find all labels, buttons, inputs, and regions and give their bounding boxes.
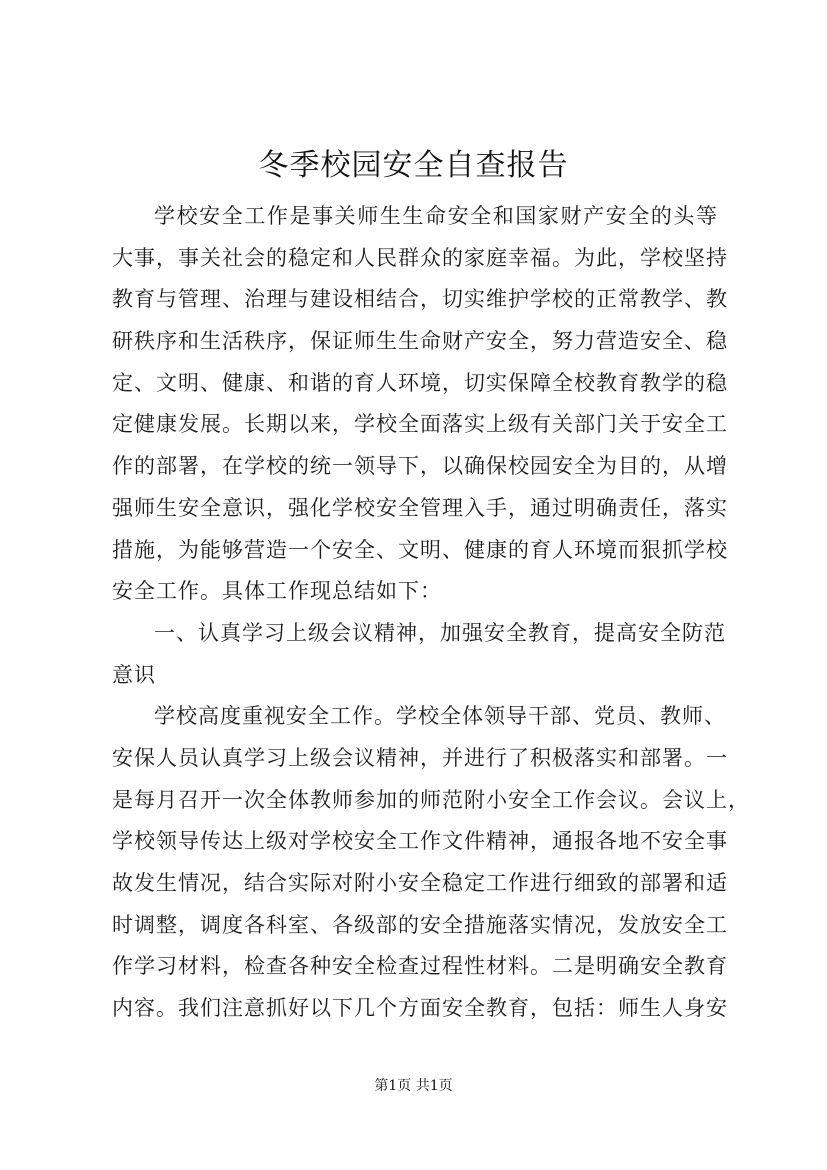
text-line: 作学习材料，检查各种安全检查过程性材料。二是明确安全教育 (112, 954, 728, 979)
text-line: 安全工作。具体工作现总结如下： (112, 579, 442, 604)
text-line: 教育与管理、治理与建设相结合，切实维护学校的正常教学、教 (112, 287, 728, 312)
text-line: 内容。我们注意抓好以下几个方面安全教育，包括：师生人身安 (112, 996, 728, 1021)
text-line: 强师生安全意识，强化学校安全管理入手，通过明确责任，落实 (112, 495, 728, 520)
text-line: 大事，事关社会的稳定和人民群众的家庭幸福。为此，学校坚持 (112, 245, 728, 270)
page-number-footer: 第1页 共1页 (374, 1078, 453, 1094)
text-line: 定、文明、健康、和谐的育人环境，切实保障全校教育教学的稳 (112, 370, 728, 395)
section-heading-continued: 意识 (112, 662, 156, 687)
text-line: 故发生情况，结合实际对附小安全稳定工作进行细致的部署和适 (112, 871, 728, 895)
text-line: 作的部署，在学校的统一领导下，以确保校园安全为目的，从增 (112, 454, 728, 479)
text-line: 是每月召开一次全体教师参加的师范附小安全工作会议。会议上， (112, 787, 750, 812)
text-line: 学校高度重视安全工作。学校全体领导干部、党员、教师、 (154, 704, 726, 729)
text-line: 时调整，调度各科室、各级部的安全措施落实情况，发放安全工 (112, 912, 728, 937)
document-body (112, 196, 750, 1030)
text-line: 研秩序和生活秩序，保证师生生命财产安全，努力营造安全、稳 (112, 329, 728, 354)
text-line: 学校安全工作是事关师生生命安全和国家财产安全的头等 (154, 204, 718, 228)
text-line: 定健康发展。长期以来，学校全面落实上级有关部门关于安全工 (112, 412, 728, 437)
document-title: 冬季校园安全自查报告 (258, 148, 569, 183)
text-line: 学校领导传达上级对学校安全工作文件精神，通报各地不安全事 (112, 829, 728, 854)
text-line: 措施，为能够营造一个安全、文明、健康的育人环境而狠抓学校 (112, 537, 728, 562)
section-heading: 一、认真学习上级会议精神，加强安全教育，提高安全防范 (154, 620, 726, 645)
text-line: 安保人员认真学习上级会议精神，并进行了积极落实和部署。一 (112, 745, 728, 770)
